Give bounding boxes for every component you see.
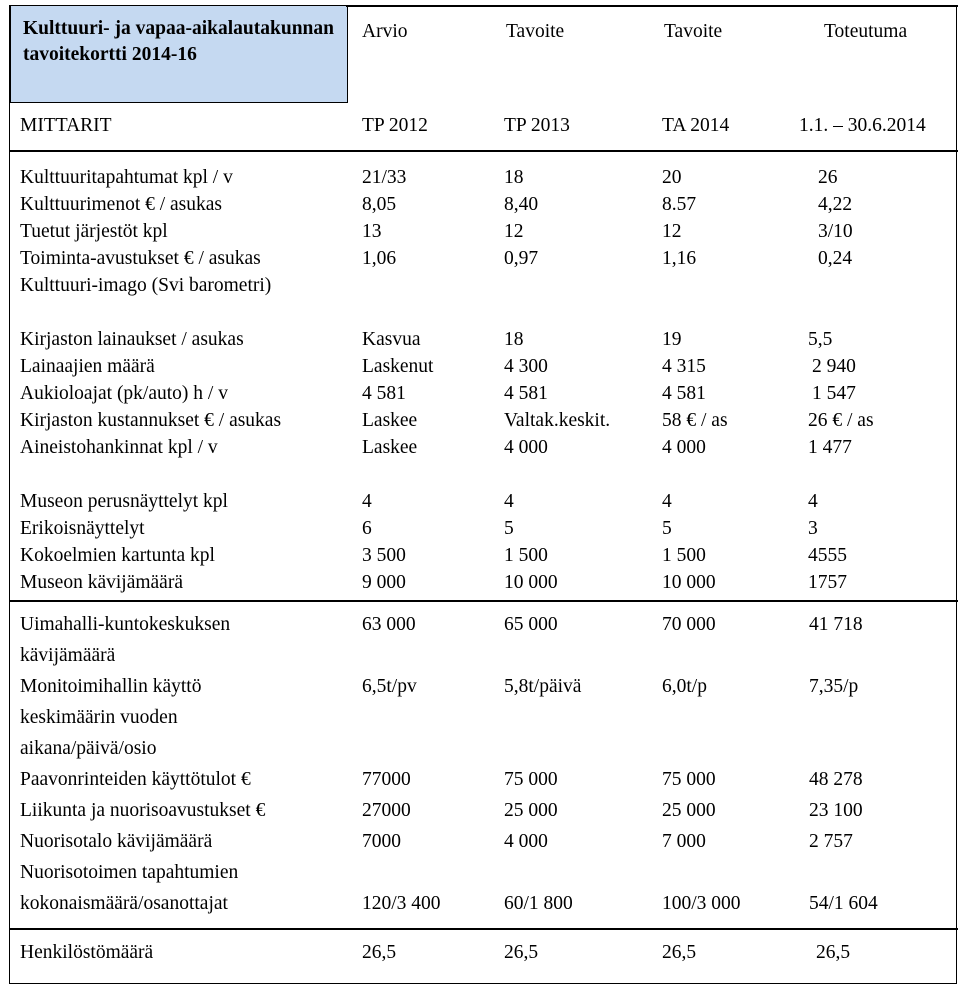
header-col4: Toteutuma bbox=[824, 21, 908, 42]
library-label: Aineistohankinnat kpl / v bbox=[20, 437, 218, 458]
museum-value: 6 bbox=[362, 518, 372, 539]
header-ta2014: TA 2014 bbox=[662, 115, 730, 136]
museum-value: 4 bbox=[362, 491, 372, 512]
museum-value: 3 500 bbox=[362, 545, 406, 566]
library-value: 5,5 bbox=[808, 329, 833, 350]
culture-value: 21/33 bbox=[362, 167, 407, 188]
culture-value: 4,22 bbox=[818, 194, 853, 215]
staff-value: 26,5 bbox=[362, 942, 397, 963]
sports-value: 7000 bbox=[362, 831, 401, 852]
goal-card-table bbox=[9, 5, 957, 984]
sports-value: 75 000 bbox=[504, 769, 558, 790]
culture-value: 12 bbox=[662, 221, 682, 242]
sports-value: 6,5t/pv bbox=[362, 676, 417, 697]
library-value: 4 581 bbox=[362, 383, 406, 404]
table-title: Kulttuuri- ja vapaa-aikalautakunnan tavoitekortti 2014-16 bbox=[23, 18, 335, 65]
sports-value: 2 757 bbox=[809, 831, 853, 852]
header-tp2012: TP 2012 bbox=[362, 115, 428, 136]
header-col2: Tavoite bbox=[506, 21, 565, 42]
sports-value: 23 100 bbox=[809, 800, 863, 821]
culture-label: Toiminta-avustukset € / asukas bbox=[20, 248, 261, 269]
library-value: 4 000 bbox=[662, 437, 706, 458]
header-col1: Arvio bbox=[362, 21, 408, 42]
library-value: Laskee bbox=[362, 410, 418, 431]
museum-value: 1 500 bbox=[662, 545, 706, 566]
library-value: 4 581 bbox=[662, 383, 706, 404]
sports-label: kävijämäärä bbox=[20, 645, 116, 666]
library-value: 4 000 bbox=[504, 437, 548, 458]
sports-value: 25 000 bbox=[662, 800, 716, 821]
staff-value: 26,5 bbox=[816, 942, 851, 963]
library-label: Aukioloajat (pk/auto) h / v bbox=[20, 383, 228, 404]
culture-value: 8.57 bbox=[662, 194, 697, 215]
culture-value: 1,06 bbox=[362, 248, 397, 269]
sports-value: 48 278 bbox=[809, 769, 863, 790]
culture-label: Kulttuuritapahtumat kpl / v bbox=[20, 167, 233, 188]
sports-value: 70 000 bbox=[662, 614, 716, 635]
museum-label: Museon perusnäyttelyt kpl bbox=[20, 491, 228, 512]
sports-value: 7,35/p bbox=[809, 676, 859, 697]
library-value: 26 € / as bbox=[808, 410, 874, 431]
culture-value: 13 bbox=[362, 221, 382, 242]
museum-value: 9 000 bbox=[362, 572, 406, 593]
museum-value: 4 bbox=[662, 491, 672, 512]
header-col3: Tavoite bbox=[664, 21, 723, 42]
sports-value: 27000 bbox=[362, 800, 411, 821]
sports-value: 100/3 000 bbox=[662, 893, 741, 914]
culture-label: Tuetut järjestöt kpl bbox=[20, 221, 168, 242]
sports-value: 25 000 bbox=[504, 800, 558, 821]
sports-value: 4 000 bbox=[504, 831, 548, 852]
culture-value: 1,16 bbox=[662, 248, 697, 269]
library-value: 2 940 bbox=[812, 356, 856, 377]
sports-label: aikana/päivä/osio bbox=[20, 738, 157, 759]
sports-value: 5,8t/päivä bbox=[504, 676, 582, 697]
culture-value: 20 bbox=[662, 167, 682, 188]
museum-label: Kokoelmien kartunta kpl bbox=[20, 545, 215, 566]
sports-label: kokonaismäärä/osanottajat bbox=[20, 893, 228, 914]
museum-value: 3 bbox=[808, 518, 818, 539]
sports-label: Monitoimihallin käyttö bbox=[20, 676, 202, 697]
museum-value: 5 bbox=[504, 518, 514, 539]
sports-value: 60/1 800 bbox=[504, 893, 573, 914]
library-value: Laskenut bbox=[362, 356, 434, 377]
header-tp2013: TP 2013 bbox=[504, 115, 570, 136]
culture-label: Kulttuurimenot € / asukas bbox=[20, 194, 223, 215]
culture-value: 3/10 bbox=[818, 221, 853, 242]
culture-value: 0,97 bbox=[504, 248, 539, 269]
staff-value: 26,5 bbox=[662, 942, 697, 963]
library-label: Lainaajien määrä bbox=[20, 356, 155, 377]
sports-value: 7 000 bbox=[662, 831, 706, 852]
museum-value: 10 000 bbox=[662, 572, 716, 593]
sports-value: 65 000 bbox=[504, 614, 558, 635]
museum-value: 4 bbox=[504, 491, 514, 512]
title-cell bbox=[10, 5, 348, 103]
sports-value: 6,0t/p bbox=[662, 676, 707, 697]
culture-value: 26 bbox=[818, 167, 838, 188]
library-label: Kirjaston lainaukset / asukas bbox=[20, 329, 244, 350]
sports-label: Nuorisotoimen tapahtumien bbox=[20, 862, 239, 883]
library-value: 19 bbox=[662, 329, 682, 350]
sports-value: 63 000 bbox=[362, 614, 416, 635]
library-value: 4 315 bbox=[662, 356, 706, 377]
museum-value: 1757 bbox=[808, 572, 847, 593]
header-toteutuma-period: 1.1. – 30.6.2014 bbox=[799, 115, 926, 136]
museum-label: Erikoisnäyttelyt bbox=[20, 518, 145, 539]
museum-value: 10 000 bbox=[504, 572, 558, 593]
museum-value: 4 bbox=[808, 491, 818, 512]
sports-value: 54/1 604 bbox=[809, 893, 878, 914]
staff-value: 26,5 bbox=[504, 942, 539, 963]
sports-value: 77000 bbox=[362, 769, 411, 790]
sports-value: 75 000 bbox=[662, 769, 716, 790]
culture-value: 8,05 bbox=[362, 194, 397, 215]
library-value: Kasvua bbox=[362, 329, 421, 350]
culture-value: 18 bbox=[504, 167, 524, 188]
sports-label: Liikunta ja nuorisoavustukset € bbox=[20, 800, 266, 821]
culture-value: 0,24 bbox=[818, 248, 853, 269]
culture-value: 12 bbox=[504, 221, 524, 242]
staff-label: Henkilöstömäärä bbox=[20, 942, 154, 963]
sports-value: 120/3 400 bbox=[362, 893, 441, 914]
library-value: 18 bbox=[504, 329, 524, 350]
culture-label: Kulttuuri-imago (Svi barometri) bbox=[20, 275, 272, 296]
sports-label: keskimäärin vuoden bbox=[20, 707, 178, 728]
culture-value: 8,40 bbox=[504, 194, 539, 215]
sports-label: Nuorisotalo kävijämäärä bbox=[20, 831, 213, 852]
museum-value: 4555 bbox=[808, 545, 847, 566]
header-mittarit: MITTARIT bbox=[20, 115, 112, 136]
sports-label: Uimahalli-kuntokeskuksen bbox=[20, 614, 231, 635]
library-value: 4 300 bbox=[504, 356, 548, 377]
library-value: 4 581 bbox=[504, 383, 548, 404]
museum-value: 5 bbox=[662, 518, 672, 539]
sports-label: Paavonrinteiden käyttötulot € bbox=[20, 769, 251, 790]
library-value: Laskee bbox=[362, 437, 418, 458]
sports-value: 41 718 bbox=[809, 614, 863, 635]
museum-label: Museon kävijämäärä bbox=[20, 572, 183, 593]
library-value: 1 477 bbox=[808, 437, 852, 458]
museum-value: 1 500 bbox=[504, 545, 548, 566]
library-value: Valtak.keskit. bbox=[504, 410, 611, 431]
library-value: 58 € / as bbox=[662, 410, 728, 431]
library-value: 1 547 bbox=[812, 383, 856, 404]
library-label: Kirjaston kustannukset € / asukas bbox=[20, 410, 282, 431]
